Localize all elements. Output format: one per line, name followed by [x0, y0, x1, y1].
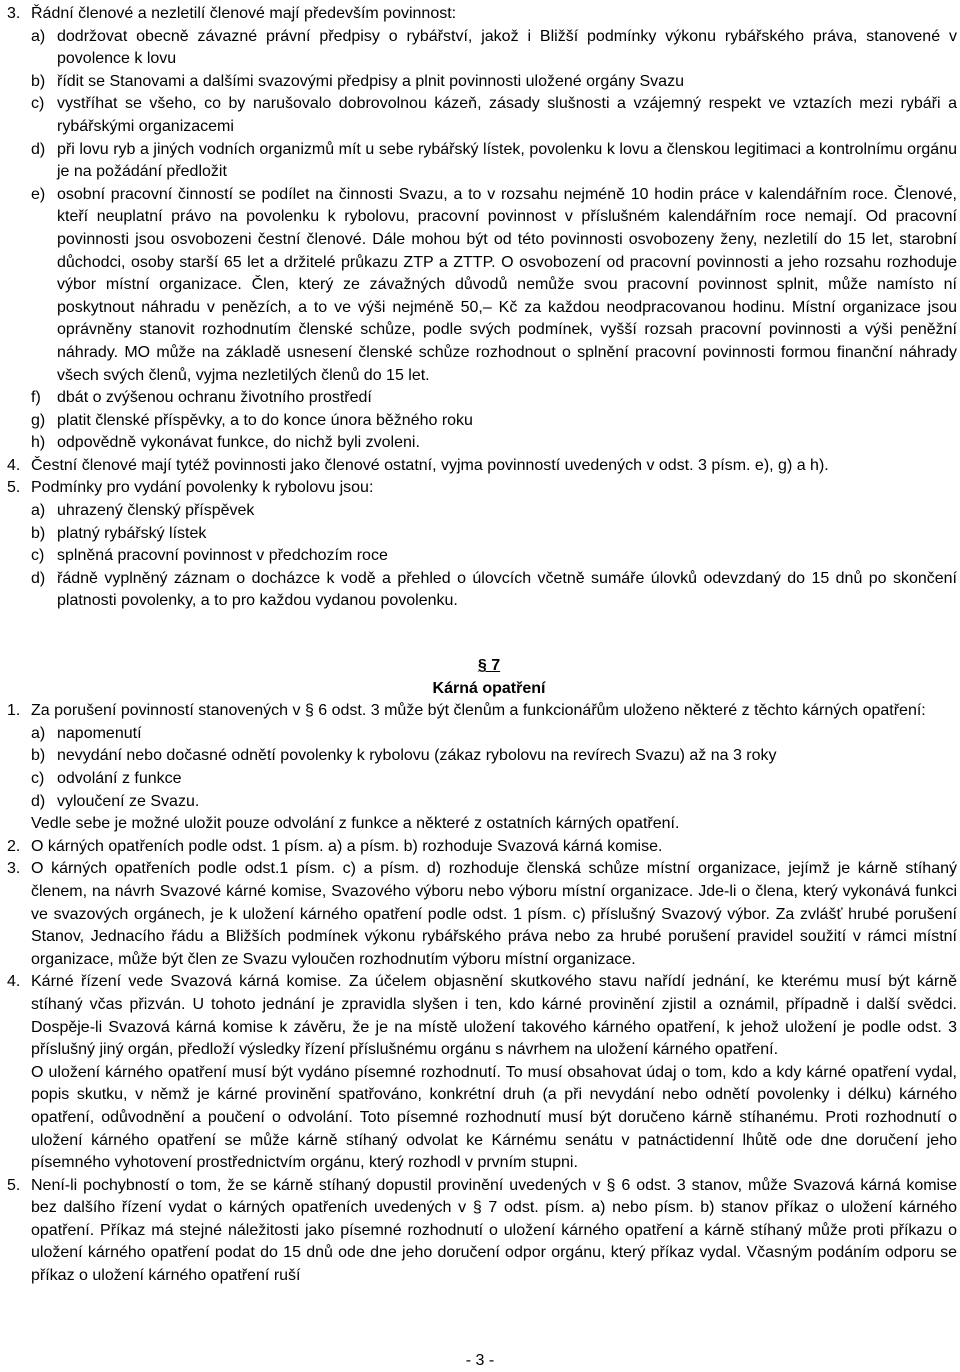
paragraph-text-continued: O uložení kárného opatření musí být vydáno písemné rozhodnutí. To musí obsahovat údaj o tom, kdo a kdy kárné opatření vydal, popis skutku, v němž je kárné provinění spatřováno, konkrétní druh (a při nevydání nebo odnětí povolenky i délku) kárného opatření, odůvodnění a poučení o odvolání. Toto písemné rozhodnutí musí být doručeno kárně stíhanému. Proti rozhodnutí o uložení kárného opatření se může kárně stíhaný odvolat ke Kárnému senátu v patnáctidenní lhůtě ode dne doručení jeho písemného vyhotovení prostřednictvím orgánu, který rozhodl v prvním stupni. [31, 1063, 957, 1172]
item-letter: a) [31, 724, 46, 742]
item-letter: b) [31, 524, 46, 542]
paragraph-body [31, 3, 957, 455]
paragraph-intro: Podmínky pro vydání povolenky k rybolovu jsou: [31, 479, 374, 497]
item-letter: d) [31, 140, 46, 158]
list-item [31, 723, 957, 746]
paragraph-text: Kárné řízení vede Svazová kárná komise. Za účelem objasnění skutkového stavu nařídí jednání, ke kterému musí být kárně stíhaný včas přizván. U tohoto jednání je zpravidla slyšen i ten, kdo kárné provinění zjistil a oznámil, případně i další svědci. Dospěje-li Svazová kárná komise k závěru, že je na místě uložení takového kárného opatření, k jehož uložení je podle odst. 3 příslušný jiný orgán, předloží výsledky řízení příslušnému orgánu s návrhem na uložení kárného opatření. [31, 973, 957, 1059]
paragraph-intro: Za porušení povinností stanovených v § 6 odst. 3 může být členům a funkcionářům uloženo některé z těchto kárných opatření: [31, 702, 926, 720]
item-text: řídit se Stanovami a dalšími svazovými předpisy a plnit povinnosti uložené orgány Svazu [57, 72, 684, 90]
list-item [31, 791, 957, 814]
paragraph-number: 4. [7, 973, 21, 991]
item-letter: b) [31, 747, 46, 765]
list-item [31, 93, 957, 138]
item-text: nevydání nebo dočasné odnětí povolenky k rybolovu (zákaz rybolovu na revírech Svazu) až na 3 roky [57, 747, 777, 765]
item-letter: g) [31, 411, 46, 429]
item-text: napomenutí [57, 724, 142, 742]
item-text: vystříhat se všeho, co by narušovalo dobrovolnou kázeň, zásady slušnosti a vzájemný respekt ve vztazích mezi rybáři a rybářskými organizacemi [57, 95, 957, 135]
paragraph-text: Není-li pochybností o tom, že se kárně stíhaný dopustil provinění uvedených v § 6 odst. 3 stanov, může Svazová kárná komise bez dalšího řízení vydat o kárných opatřeních uvedených v § 7 odst. písm. a) nebo písm. b) stanov příkaz o uložení kárného opatření. Příkaz má stejné náležitosti jako písemné rozhodnutí o uložení kárného opatření a kárně stíhaný může proti příkazu o uložení kárného opatření podat do 15 dnů ode dne jeho doručení odpor orgánu, který příkaz vydal. Včasným podáním odporu se příkaz o uložení kárného opatření ruší [31, 1176, 957, 1285]
article-4 [7, 971, 957, 1174]
item-text: dbát o zvýšenou ochranu životního prostředí [57, 389, 372, 407]
item-text: platit členské příspěvky, a to do konce února běžného roku [57, 411, 473, 429]
list-item [31, 139, 957, 184]
paragraph-body [31, 477, 957, 613]
item-text: osobní pracovní činností se podílet na činnosti Svazu, a to v rozsahu nejméně 10 hodin práce v kalendářním roce. Členové, kteří neuplatní právo na povolenku k rybolovu, pracovní povinnost v příslušném kalendářním roce nemají. Od pracovní povinnosti jsou osvobozeni čestní členové. Dále mohou být od této povinnosti osvobozeny ženy, nezletilí do 15 let, starobní důchodci, osoby starší 65 let a držitelé průkazu ZTP a ZTTP. O osvobození od pracovní povinnosti a jeho rozsahu rozhoduje výbor místní organizace. Člen, který ze závažných důvodů nemůže svou pracovní povinnost splnit, může namísto ní poskytnout náhradu v penězích, a to ve výši nejméně 50,– Kč za každou neodpracovanou hodinu. Místní organizace jsou oprávněny stanovit rozhodnutím členské schůze, podle svých podmínek, vyšší rozsah pracovní povinnosti a výši peněžní náhrady. MO může na základě usnesení členské schůze rozhodnout o splnění pracovní povinnosti formou finanční náhrady všech svých členů, vyjma nezletilých členů do 15 let. [57, 185, 957, 384]
paragraph-number: 3. [7, 5, 21, 22]
paragraph-body [31, 971, 957, 1174]
item-letter: a) [31, 502, 46, 520]
item-text: odpovědně vykonávat funkce, do nichž byli zvoleni. [57, 434, 420, 452]
document-body [7, 3, 957, 1288]
article-5 [7, 1175, 957, 1288]
list-item [31, 768, 957, 791]
paragraph-3 [7, 3, 957, 455]
list-item [31, 71, 957, 94]
section-title: Kárná opatření [432, 679, 546, 697]
item-letter: a) [31, 27, 46, 45]
list-item [31, 523, 957, 546]
paragraph-number: 3. [7, 860, 21, 878]
paragraph-body [31, 700, 957, 836]
list-item [31, 568, 957, 613]
article-1 [7, 700, 957, 836]
paragraph-number: 5. [7, 479, 21, 497]
item-text: řádně vyplněný záznam o docházce k vodě a přehled o úlovcích včetně sumáře úlovků odevzdaný do 15 dnů po skončení platnosti povolenky, a to pro každou vydanou povolenku. [57, 569, 957, 610]
list-item [31, 387, 957, 410]
paragraph-number: 4. [7, 456, 21, 474]
item-text: vyloučení ze Svazu. [57, 792, 200, 810]
paragraph-number: 5. [7, 1176, 21, 1194]
article-3 [7, 858, 957, 971]
paragraph-number: 2. [7, 837, 21, 855]
list-item [31, 26, 957, 71]
list-item [31, 745, 957, 768]
paragraph-note: Vedle sebe je možné uložit pouze odvolání z funkce a některé z ostatních kárných opatření. [31, 815, 680, 833]
item-letter: c) [31, 770, 45, 787]
item-letter: f) [31, 389, 41, 407]
paragraph-intro: Řádní členové a nezletilí členové mají především povinnost: [31, 5, 457, 22]
list-item [31, 500, 957, 523]
item-text: uhrazený členský příspěvek [57, 502, 255, 520]
paragraph-text: O kárných opatřeních podle odst.1 písm. c) a písm. d) rozhoduje členská schůze místní organizace, jejímž je kárně stíhaný členem, na návrh Svazové kárné komise, Svazového výboru nebo výboru místní organizace. Jde-li o člena, který vykonává funkci ve svazových orgánech, je k uložení kárného opatření podle odst. 1 písm. c) příslušný Svazový výbor. Za zvlášť hrubé porušení Stanov, Jednacího řádu a Bližších podmínek výkonu rybářského práva nebo za hrubé porušení pravidel soužití v rámci místní organizace, může být člen ze Svazu vyloučen rozhodnutím výboru místní organizace. [31, 860, 957, 968]
item-letter: c) [31, 547, 45, 565]
paragraph-number: 1. [7, 702, 21, 720]
paragraph-4 [7, 455, 957, 478]
item-text: při lovu ryb a jiných vodních organizmů mít u sebe rybářský lístek, povolenku k lovu a členskou legitimaci a kontrolnímu orgánu je na požádání předložit [57, 140, 957, 181]
list-item [31, 432, 957, 455]
paragraph-text: O kárných opatřeních podle odst. 1 písm. a) a písm. b) rozhoduje Svazová kárná komise. [31, 837, 663, 855]
item-letter: d) [31, 569, 46, 587]
item-text: dodržovat obecně závazné právní předpisy o rybářství, jakož i Bližší podmínky výkonu rybářského práva, stanovené v povolence k lovu [57, 27, 957, 68]
list-item [31, 184, 957, 387]
paragraph-5 [7, 477, 957, 613]
item-letter: h) [31, 434, 46, 452]
section-number: § 7 [477, 657, 501, 675]
item-letter: e) [31, 185, 46, 203]
item-text: splněná pracovní povinnost v předchozím roce [57, 547, 388, 565]
item-text: odvolání z funkce [57, 770, 182, 787]
article-2 [7, 836, 957, 859]
list-item [31, 410, 957, 433]
item-text: platný rybářský lístek [57, 524, 207, 542]
item-letter: b) [31, 72, 46, 90]
page-number: - 3 - [465, 1352, 495, 1369]
item-letter: c) [31, 95, 45, 113]
list-item [31, 545, 957, 568]
paragraph-text: Čestní členové mají tytéž povinnosti jako členové ostatní, vyjma povinností uvedených v odst. 3 písm. e), g) a h). [31, 456, 829, 474]
item-letter: d) [31, 792, 46, 810]
